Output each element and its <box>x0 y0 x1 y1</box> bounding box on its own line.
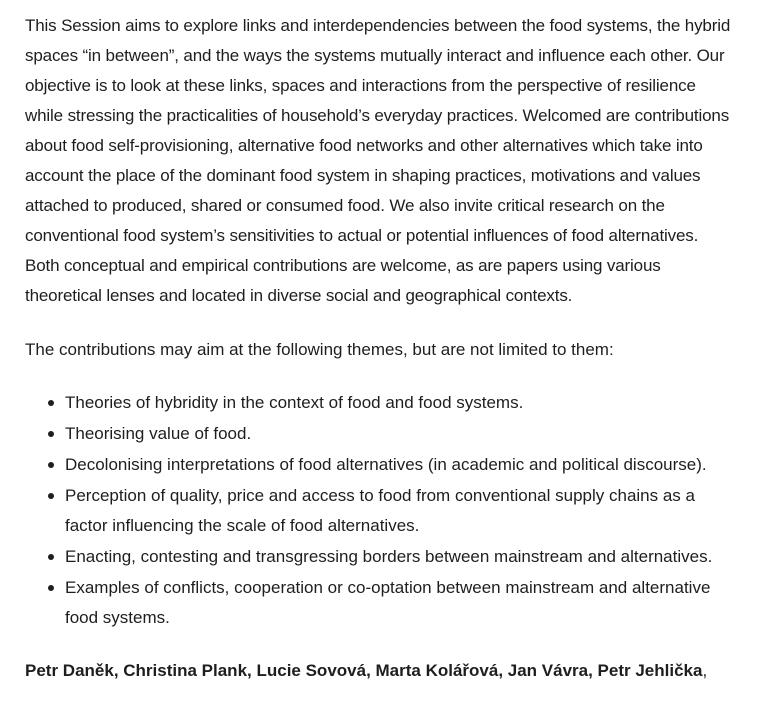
authors: Petr Daněk, Christina Plank, Lucie Sovová, Marta Kolářová, Jan Vávra, Petr Jehlička <box>25 661 703 680</box>
list-item: Theories of hybridity in the context of food and food systems. <box>65 388 734 418</box>
list-item: Perception of quality, price and access to food from conventional supply chains as a factor influencing the scale of food alternatives. <box>65 481 734 541</box>
themes-list <box>25 388 734 633</box>
list-item: Decolonising interpretations of food alternatives (in academic and political discourse). <box>65 450 734 480</box>
list-item: Examples of conflicts, cooperation or co-optation between mainstream and alternative food systems. <box>65 573 734 633</box>
intro-paragraph: This Session aims to explore links and interdependencies between the food systems, the hybrid spaces “in between”, and the ways the systems mutually interact and influence each other. Our objective is to look at these links, spaces and interactions from the perspective of resilience while stressing the practicalities of household’s everyday practices. Welcomed are contributions about food self-provisioning, alternative food networks and other alternatives which take into account the place of the dominant food system in shaping practices, motivations and values attached to produced, shared or consumed food. We also invite critical research on the conventional food system’s sensitivities to actual or potential influences of food alternatives. Both conceptual and empirical contributions are welcome, as are papers using various theoretical lenses and located in diverse social and geographical contexts. <box>25 16 731 305</box>
authors-trailing: , <box>702 661 708 680</box>
list-item: Enacting, contesting and transgressing borders between mainstream and alternatives. <box>65 542 734 572</box>
authors-line <box>25 656 734 686</box>
list-item: Theorising value of food. <box>65 419 734 449</box>
themes-lead: The contributions may aim at the following themes, but are not limited to them: <box>25 340 614 359</box>
